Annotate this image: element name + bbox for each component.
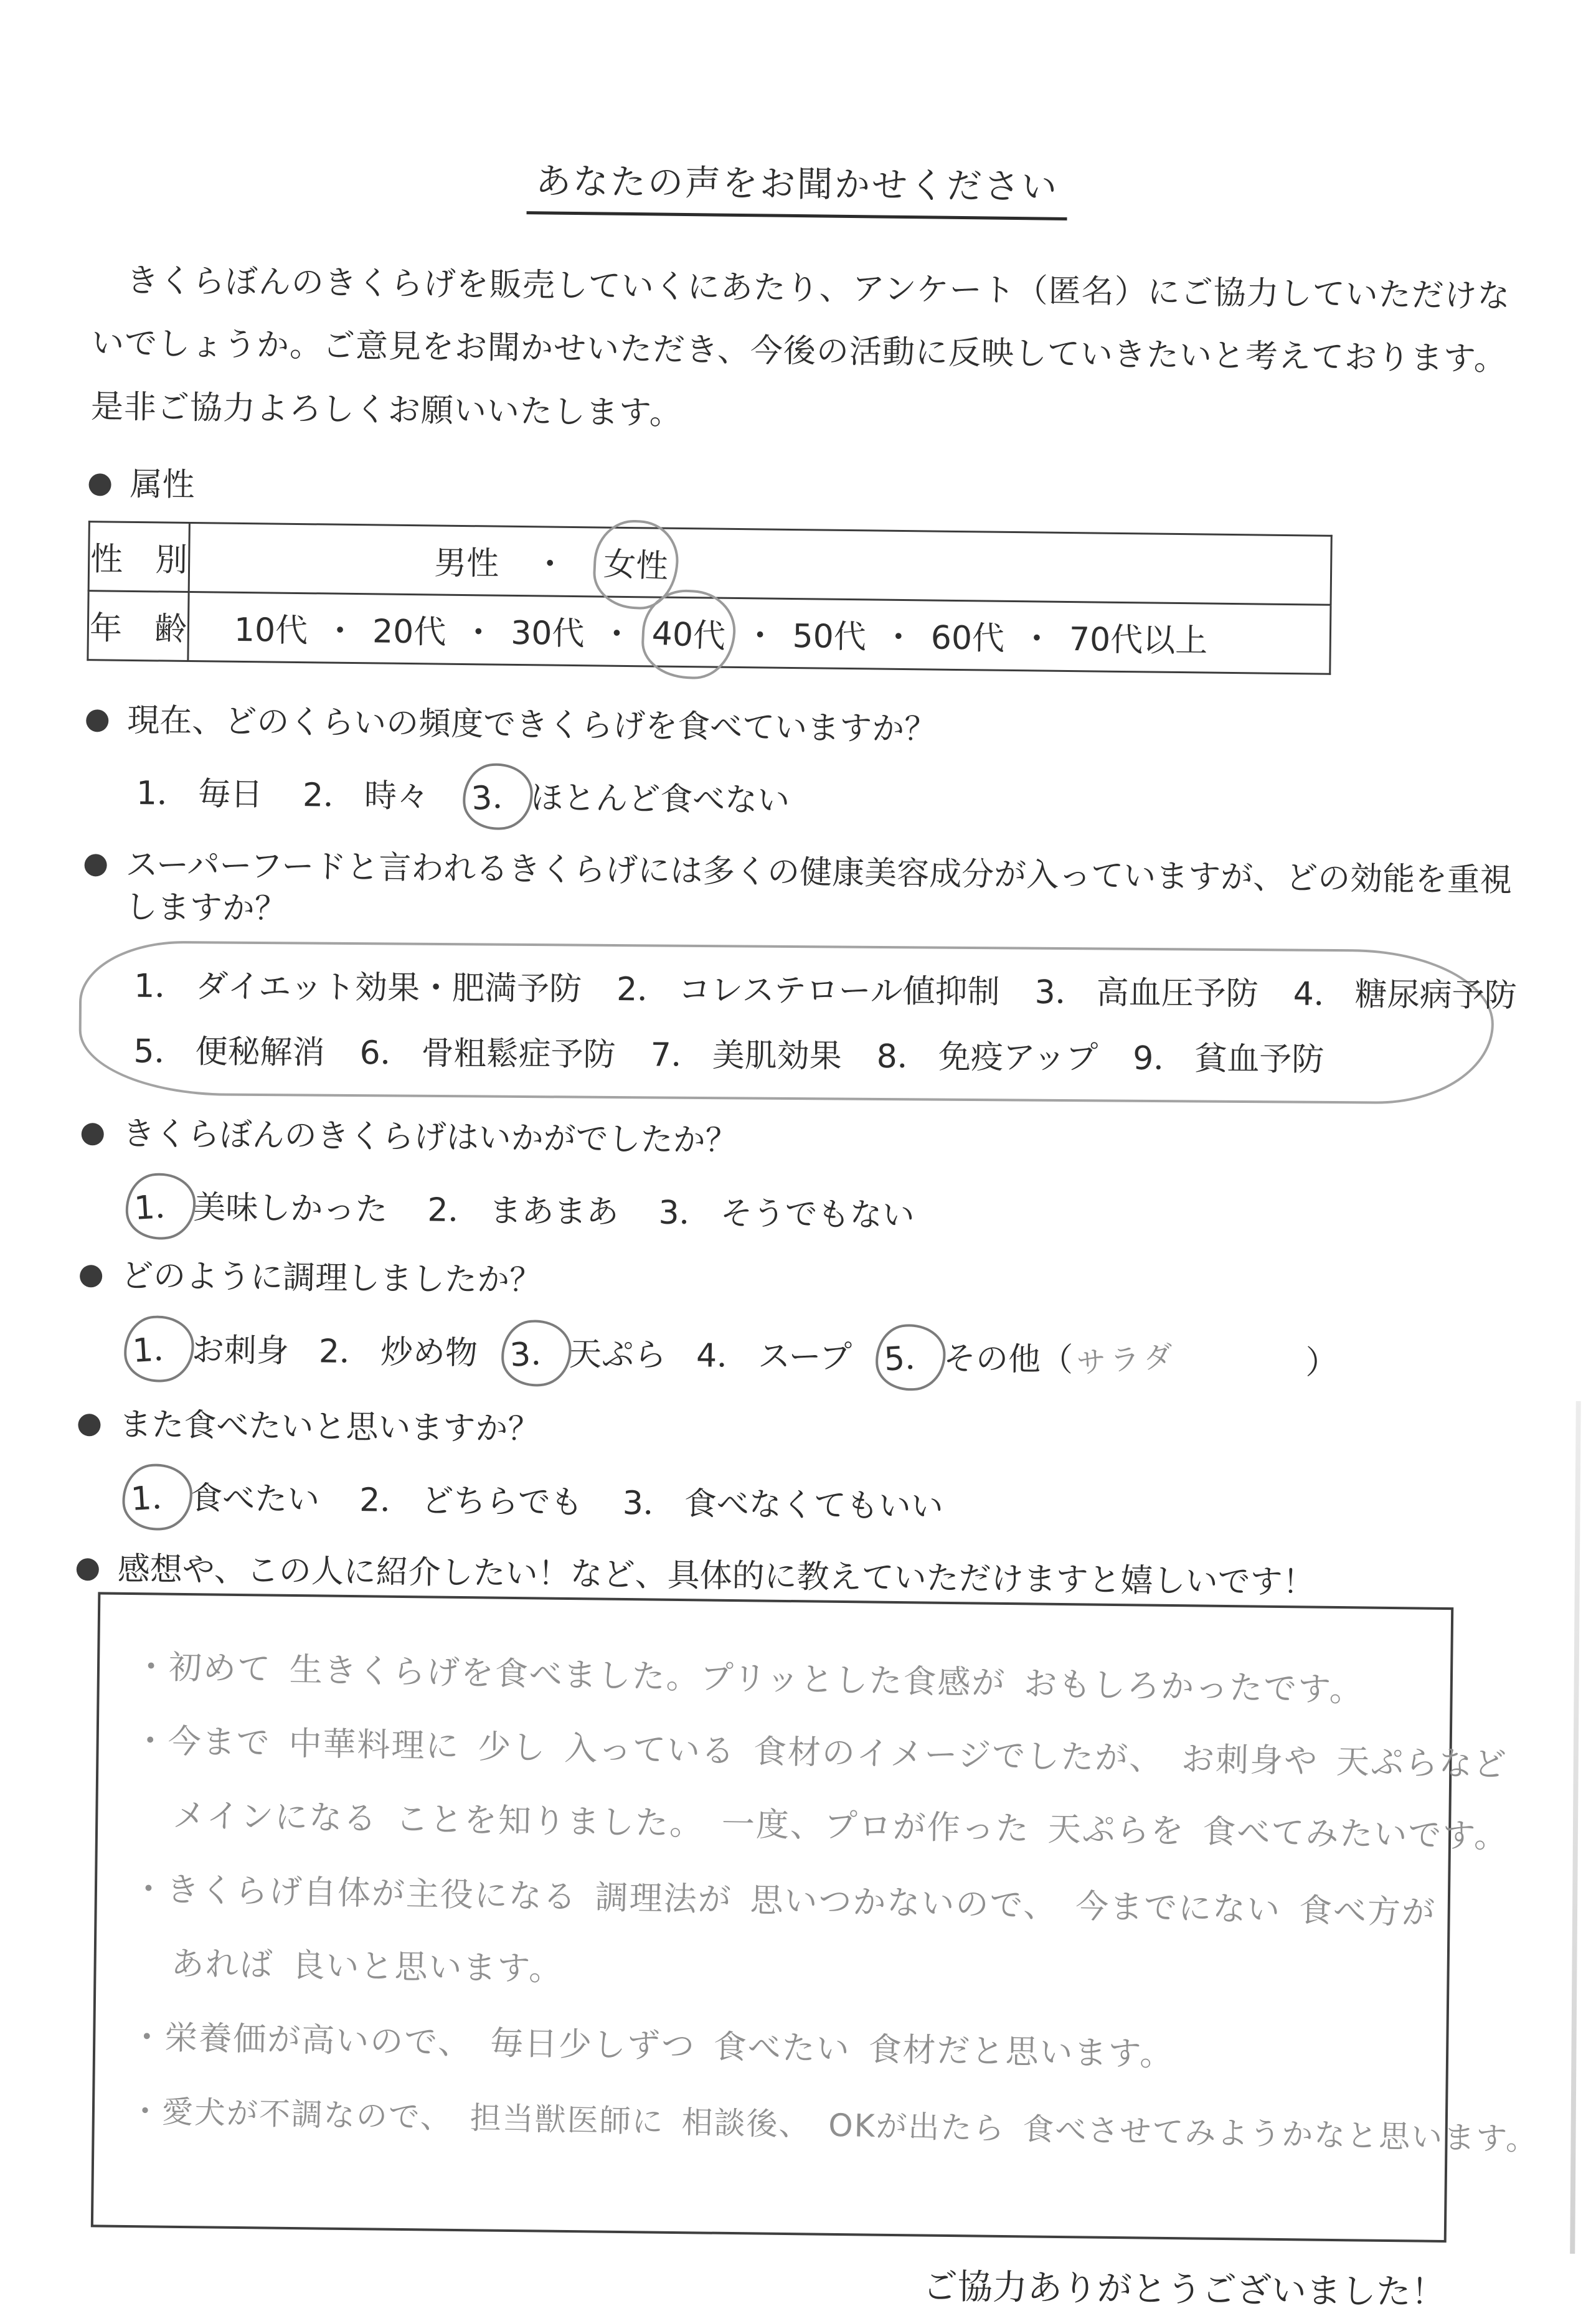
blank-space (1181, 1358, 1306, 1359)
option-label: ほとんど食べない (530, 779, 790, 820)
option-selected (128, 1468, 320, 1522)
option-number: 3． (658, 1194, 712, 1232)
option-label: ダイエット効果・肥満予防 (196, 967, 582, 1008)
gender-option-female: 女性 (592, 518, 680, 611)
option-number: 5． (133, 1033, 187, 1071)
bullet-icon (78, 1414, 100, 1436)
option-number: 5． (874, 1322, 948, 1392)
option-other-selected (882, 1328, 1339, 1385)
paren-close: ） (1305, 1344, 1338, 1382)
paren-open: （ (1040, 1341, 1074, 1379)
option-separator: ・ (882, 618, 915, 657)
handwritten-comment-line: ・今まで 中華料理に 少し 入っている 食材のイメージでしたが、 お刺身や 天ぷらなど (133, 1722, 1508, 1784)
question-options (136, 764, 1526, 831)
option (319, 1325, 478, 1373)
handwritten-comment-line: ・きくらげ自体が主役になる 調理法が 思いつかないので、 今までにない 食べ方が (131, 1870, 1437, 1932)
question-cooking (78, 1255, 1519, 1387)
comments-box (91, 1592, 1539, 2243)
question-heading: どのように調理しましたか？ (120, 1257, 542, 1300)
option-selected (469, 768, 790, 823)
benefits-options-line1 (134, 959, 1518, 1015)
option (427, 1184, 619, 1232)
handwritten-comment-line: ・初めて 生きくらげを食べました。プリッとした食感が おもしろかったです。 (134, 1648, 1364, 1709)
age-option: 20代 (372, 613, 446, 651)
option-number: 1． (120, 1462, 194, 1533)
option-label: 美味しかった (193, 1189, 388, 1229)
option (877, 1029, 1098, 1077)
age-option: 70代以上 (1069, 621, 1208, 660)
option-label: コレステロール値抑制 (678, 971, 1000, 1011)
handwritten-comment-line: あれば 良いと思います。 (171, 1944, 564, 1988)
attributes-heading (88, 463, 1529, 522)
option-separator: ・ (744, 617, 777, 655)
option-label: 食べなくてもいい (684, 1485, 944, 1526)
benefits-options-loop (78, 940, 1518, 1105)
option-number: 4． (696, 1337, 750, 1376)
attributes-table (87, 521, 1332, 675)
question-heading-row (81, 1113, 1521, 1171)
option (1133, 1031, 1324, 1079)
option-label: 高血圧予防 (1096, 973, 1258, 1013)
option (303, 768, 430, 816)
question-impression (80, 1113, 1521, 1245)
option-label: その他 (943, 1340, 1041, 1379)
benefits-options-line2 (133, 1024, 1466, 1080)
handwritten-comment-line: ・愛犬が不調なので、 担当獣医師に 相談後、 OKが出たら 食べさせてみようかなと思います。 (129, 2092, 1539, 2158)
bullet-icon (77, 1558, 99, 1581)
option-number: 1． (122, 1313, 196, 1384)
question-options (131, 1178, 1521, 1245)
attributes-label: 属性 (130, 466, 195, 504)
option-separator: ・ (1020, 620, 1054, 658)
attributes-section (87, 463, 1528, 677)
option-selected (131, 1178, 388, 1232)
option-separator: ・ (323, 612, 357, 651)
question-frequency (85, 699, 1526, 832)
page-title: あなたの声をお聞かせください (527, 153, 1068, 220)
question-benefits (82, 844, 1524, 1107)
question-heading-row (86, 699, 1526, 758)
option-separator: ・ (600, 615, 633, 654)
gender-option-male: 男性 (433, 544, 499, 583)
intro-text: きくらぼんのきくらげを販売していくにあたり、アンケート（匿名）にご協力していただけないでしょうか。ご意見をお聞かせいただき、今後の活動に反映していきたいと考えております。是非ご協力よろしくお願いいたします。 (90, 262, 1511, 432)
option-number: 1． (134, 967, 187, 1005)
option-selected (508, 1325, 667, 1378)
option (359, 1474, 583, 1523)
title-row (0, 147, 1595, 227)
option-selected (130, 1320, 289, 1374)
option-number: 7． (650, 1036, 704, 1074)
age-option: 60代 (930, 619, 1005, 658)
handwritten-other-value: サラダ (1075, 1338, 1179, 1381)
option-label: 免疫アップ (938, 1038, 1098, 1077)
option-number: 9． (1133, 1039, 1186, 1077)
question-options (128, 1468, 1518, 1536)
option-number: 6． (359, 1034, 413, 1072)
option-label: 炒め物 (380, 1333, 478, 1373)
option-label: 食べたい (189, 1480, 320, 1519)
question-heading: 現在、どのくらいの頻度できくらげを食べていますか？ (126, 701, 937, 749)
option-label: 貧血予防 (1194, 1040, 1324, 1079)
option-label: 毎日 (197, 775, 263, 814)
option-number: 4． (1293, 975, 1347, 1013)
bullet-icon (80, 1265, 102, 1287)
gender-row-label: 性 別 (88, 521, 189, 592)
option-label: 美肌効果 (712, 1036, 843, 1075)
handwritten-comment-line: ・栄養価が高いので、 毎日少しずつ 食べたい 食材だと思います。 (130, 2018, 1174, 2074)
option (136, 767, 263, 815)
gender-options (434, 534, 1330, 596)
age-options (234, 601, 1329, 665)
option-number: 1． (123, 1171, 197, 1241)
option-label: お刺身 (191, 1331, 290, 1370)
option (616, 963, 1000, 1012)
bullet-icon (86, 709, 108, 732)
age-option-selected: 40代 (640, 588, 737, 681)
question-heading-row (83, 844, 1524, 944)
option (1293, 967, 1517, 1016)
gender-options-cell (189, 522, 1331, 605)
question-options (130, 1320, 1519, 1387)
option-label: 時々 (364, 777, 430, 816)
question-heading: スーパーフードと言われるきくらげには多くの健康美容成分が入っていますが、どの効能を重視しますか？ (125, 846, 1513, 928)
option (658, 1186, 915, 1236)
bullet-icon (88, 473, 111, 496)
option-label: スープ (757, 1338, 852, 1376)
option (134, 959, 582, 1009)
option (133, 1024, 325, 1072)
option-number: 8． (876, 1037, 930, 1076)
option-number: 2． (318, 1333, 372, 1371)
question-heading-row (80, 1255, 1520, 1313)
age-option: 30代 (510, 615, 585, 653)
option-label: 骨粗鬆症予防 (421, 1034, 616, 1074)
option-number: 1． (136, 775, 190, 813)
option-label: 天ぷら (569, 1335, 667, 1374)
option-number: 2． (616, 970, 670, 1009)
option-number: 2． (302, 777, 356, 815)
option-number: 2． (427, 1191, 481, 1230)
age-option: 10代 (234, 612, 308, 650)
option-number: 2． (359, 1482, 413, 1520)
option-separator: ・ (461, 614, 495, 652)
bullet-icon (84, 854, 106, 876)
option-number: 3． (622, 1485, 676, 1523)
thank-you-note: ご協力ありがとうございました！ (922, 2266, 1447, 2313)
option-number: 3． (461, 762, 535, 832)
age-options-cell (188, 592, 1331, 674)
option-number: 3． (499, 1318, 574, 1388)
handwritten-comment-line: メインになる ことを知りました。 一度、プロが作った 天ぷらを 食べてみたいです。 (172, 1797, 1509, 1856)
option-label: 便秘解消 (195, 1033, 325, 1072)
bullet-icon (82, 1123, 104, 1145)
option-label: どちらでも (420, 1482, 583, 1522)
option-label: まあまあ (489, 1192, 619, 1232)
option-separator: ・ (533, 546, 567, 584)
option (1034, 965, 1258, 1014)
option (359, 1026, 616, 1075)
age-option: 50代 (792, 618, 867, 656)
option (650, 1028, 842, 1076)
option-label: 糖尿病予防 (1354, 975, 1518, 1014)
question-heading: 感想や、この人に紹介したい！など、具体的に教えていただけますと嬉しいです！ (117, 1551, 1315, 1602)
question-comments (68, 1548, 1539, 2315)
option-number: 3． (1034, 973, 1088, 1011)
option (696, 1329, 852, 1378)
question-heading: また食べたいと思いますか？ (119, 1406, 541, 1449)
age-row-label: 年 齢 (88, 590, 189, 661)
question-heading-row (78, 1404, 1518, 1462)
age-row (88, 590, 1331, 674)
option (622, 1477, 943, 1527)
question-heading: きくらぼんのきくらげはいかがでしたか？ (122, 1115, 739, 1160)
question-eat-again (77, 1404, 1518, 1536)
option-label: そうでもない (720, 1194, 915, 1235)
